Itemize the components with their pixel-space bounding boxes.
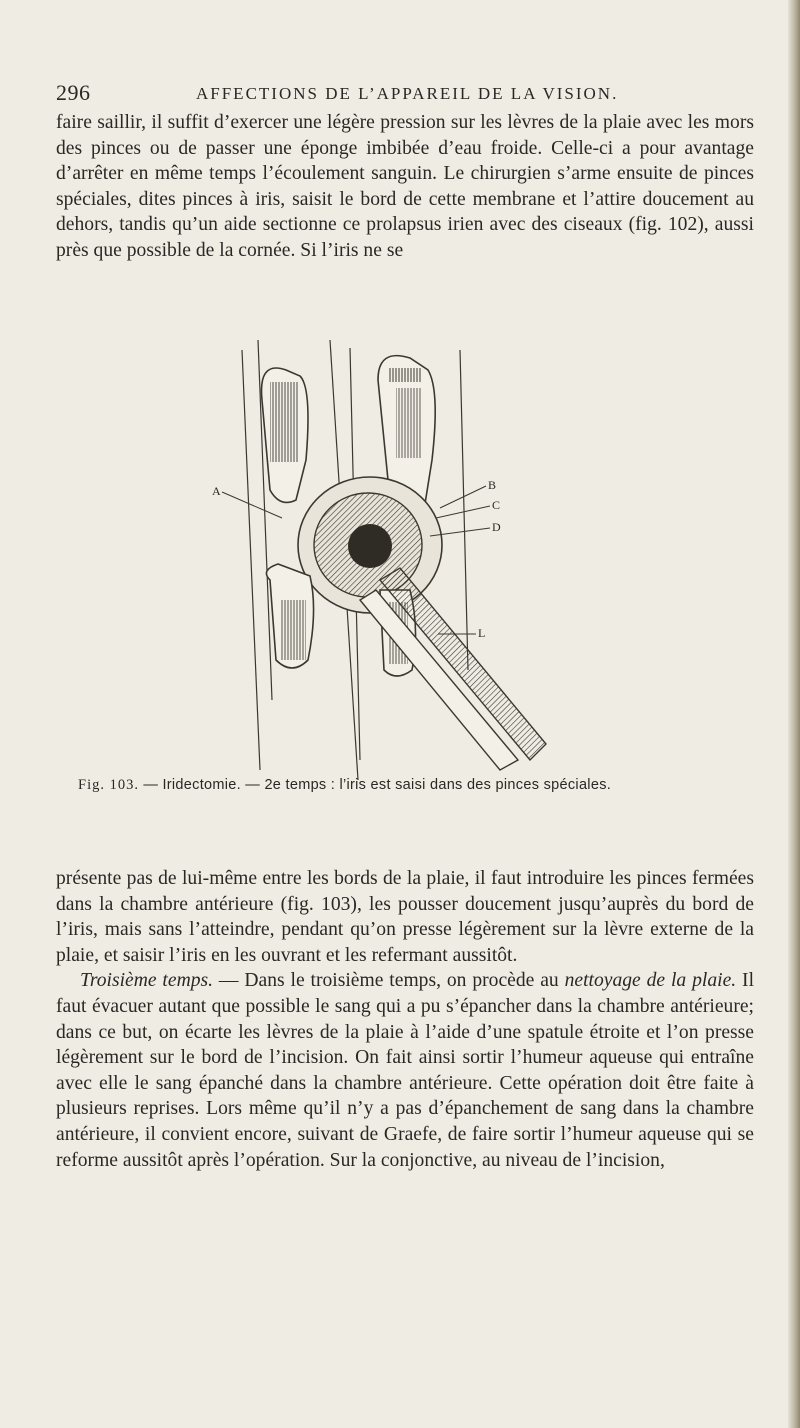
paragraph-1: présente pas de lui-même entre les bords de la plaie, il faut introduire les pinces fermées dans la chambre antérieure (fig. 103), les pousser doucement jusqu’auprès du bord de l’iris, mais sans l’atteindre, pendant qu’on presse légèrement sur la lèvre externe de la plaie, et saisir l’iris en les ouvrant et les refermant aussitôt.	[56, 868, 754, 966]
label-a: A	[212, 484, 221, 498]
paragraph-top: faire saillir, il suffit d’exercer une légère pression sur les lèvres de la plaie avec les mors des pinces ou de passer une éponge imbibée d’eau froide. Celle-ci a pour avantage d’arrêter en même temps l’écoulement sanguin. Le chirurgien s’arme ensuite de pinces spéciales, dites pinces à iris, saisit le bord de cette membrane et l’attire doucement au dehors, tandis qu’un aide sectionne ce prolapsus irien avec des ciseaux (fig. 102), aussi près que possible de la cornée. Si l’iris ne se	[56, 112, 754, 261]
running-head	[56, 80, 756, 106]
paragraph-2-rest: Il faut évacuer autant que possible le sang qui a pu s’épancher dans la chambre antérieure; dans ce but, on écarte les lèvres de la plaie à l’aide d’une spatule étroite et l’on presse légèrement sur le bord de l’incision. On fait ainsi sortir l’humeur aqueuse qui entraîne avec elle le sang épanché dans la chambre antérieure. Cette opération doit être faite à plusieurs reprises. Lors même qu’il n’y a pas d’épanchement de sang dans la chambre antérieure, il convient encore, suivant de Graefe, de faire sortir l’humeur aqueuse qui se reforme aussitôt après l’opération. Sur la conjonctive, au niveau de l’incision,	[56, 970, 755, 1171]
label-b: B	[488, 478, 497, 492]
body-text-top	[56, 110, 754, 264]
label-l: L	[478, 626, 486, 640]
figure-caption-text: — Iridectomie. — 2e temps : l’iris est saisi dans des pinces spéciales.	[143, 777, 612, 793]
figure-caption	[78, 777, 778, 794]
page-number: 296	[56, 80, 91, 105]
label-d: D	[492, 520, 501, 534]
label-c: C	[492, 498, 501, 512]
body-text-bottom	[56, 866, 754, 1173]
iridectomy-illustration	[200, 340, 560, 796]
paragraph-2	[56, 968, 754, 1173]
emphasis-nettoyage: nettoyage de la plaie.	[564, 970, 737, 992]
running-title: AFFECTIONS DE L’APPAREIL DE LA VISION.	[196, 84, 619, 103]
section-title-troisieme-temps: Troisième temps.	[80, 970, 214, 992]
figure-number: Fig. 103.	[78, 777, 139, 793]
page-edge	[788, 0, 800, 1428]
paragraph-2-lead: — Dans le troisième temps, on procède au	[213, 970, 565, 992]
figure-iridectomy	[200, 340, 560, 796]
